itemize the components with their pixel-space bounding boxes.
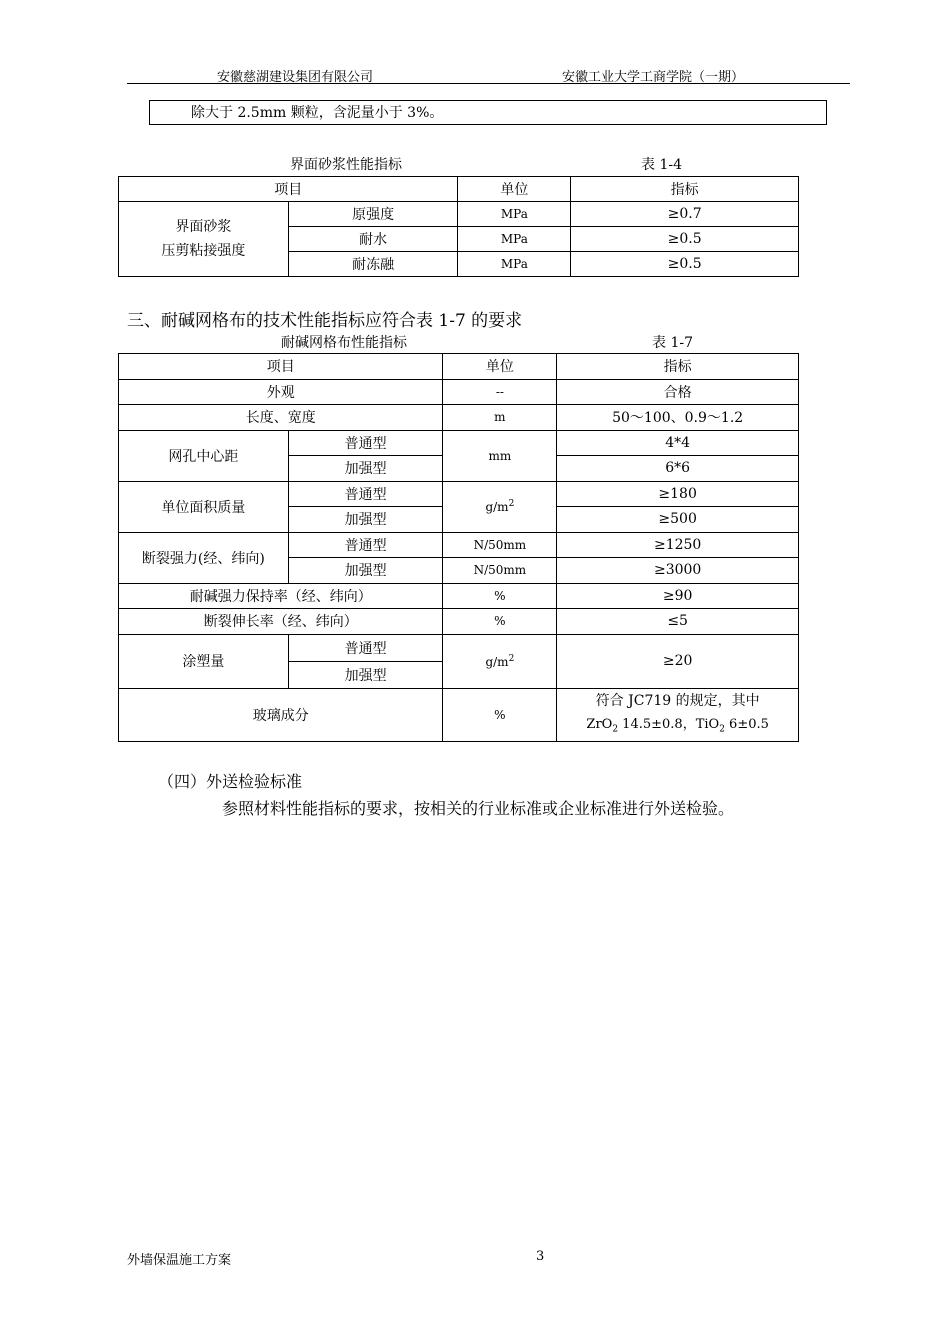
unit-text: g/m xyxy=(485,500,509,514)
unit-cell: N/50mm xyxy=(443,558,557,584)
table-row xyxy=(119,583,799,609)
section-3-title: 三、耐碱网格布的技术性能指标应符合表 1-7 的要求 xyxy=(127,311,523,331)
sub-item: 原强度 xyxy=(288,202,458,227)
value-cell: ≥0.7 xyxy=(571,202,799,227)
value-cell: 6*6 xyxy=(557,456,799,482)
formula-tio-value: 6±0.5 xyxy=(724,716,769,732)
table-header-row xyxy=(119,177,799,202)
col-header-value: 指标 xyxy=(557,354,799,380)
item-cell: 长度、宽度 xyxy=(119,405,443,431)
item-cell: 单位面积质量 xyxy=(119,481,289,532)
value-cell: ≥0.5 xyxy=(571,252,799,277)
glass-line-1: 符合 JC719 的规定，其中 xyxy=(595,692,760,709)
sub-item: 加强型 xyxy=(288,558,443,584)
unit-text: g/m xyxy=(485,654,509,669)
value-cell: ≥0.5 xyxy=(571,227,799,252)
table-mesh-cloth xyxy=(118,353,799,742)
item-cell: 外观 xyxy=(119,379,443,405)
table-row xyxy=(119,609,799,635)
sub-item: 加强型 xyxy=(288,456,443,482)
table1-number: 表 1-4 xyxy=(641,157,682,173)
table-row xyxy=(119,634,799,661)
unit-cell: MPa xyxy=(458,202,571,227)
item-cell: 断裂强力(经、纬向) xyxy=(119,532,289,583)
col-header-item: 项目 xyxy=(119,354,443,380)
unit-superscript: 2 xyxy=(508,499,515,509)
value-cell: 50～100、0.9～1.2 xyxy=(557,405,799,431)
unit-cell xyxy=(443,481,557,532)
unit-superscript: 2 xyxy=(508,653,515,664)
header-company: 安徽慈湖建设集团有限公司 xyxy=(217,70,374,85)
unit-cell: mm xyxy=(443,430,557,481)
table-row xyxy=(119,688,799,742)
page-number: 3 xyxy=(536,1249,545,1264)
value-cell: ≥20 xyxy=(557,634,799,688)
value-cell: 4*4 xyxy=(557,430,799,456)
table-row xyxy=(119,202,799,227)
col-header-item: 项目 xyxy=(119,177,458,202)
item-cell: 断裂伸长率（经、纬向） xyxy=(119,609,443,635)
table1-caption: 界面砂浆性能指标 xyxy=(290,157,402,173)
sub-item: 耐水 xyxy=(288,227,458,252)
col-header-unit: 单位 xyxy=(458,177,571,202)
unit-cell: MPa xyxy=(458,227,571,252)
sub-item: 普通型 xyxy=(288,634,443,661)
unit-cell: m xyxy=(443,405,557,431)
table-row xyxy=(119,532,799,558)
item-cell: 玻璃成分 xyxy=(119,688,443,742)
unit-cell: % xyxy=(443,583,557,609)
unit-cell: MPa xyxy=(458,252,571,277)
value-cell: ≥90 xyxy=(557,583,799,609)
header-project: 安徽工业大学工商学院（一期） xyxy=(562,70,745,85)
value-cell: ≤5 xyxy=(557,609,799,635)
table-row xyxy=(119,430,799,456)
unit-cell xyxy=(443,634,557,688)
formula-subscript: 2 xyxy=(719,724,725,735)
value-cell: 合格 xyxy=(557,379,799,405)
sub-item: 普通型 xyxy=(288,532,443,558)
item-cell: 网孔中心距 xyxy=(119,430,289,481)
item-cell: 涂塑量 xyxy=(119,634,289,688)
unit-cell: -- xyxy=(443,379,557,405)
formula-zro: ZrO xyxy=(586,716,613,732)
section-4-title: （四）外送检验标准 xyxy=(158,772,303,791)
note-box: 除大于 2.5mm 颗粒，含泥量小于 3%。 xyxy=(149,100,827,125)
col-header-unit: 单位 xyxy=(443,354,557,380)
unit-cell: % xyxy=(443,609,557,635)
sub-item: 耐冻融 xyxy=(288,252,458,277)
value-cell: ≥180 xyxy=(557,481,799,507)
col-header-value: 指标 xyxy=(571,177,799,202)
value-cell: ≥1250 xyxy=(557,532,799,558)
header-divider xyxy=(127,83,850,84)
sub-item: 加强型 xyxy=(288,661,443,688)
table2-number: 表 1-7 xyxy=(652,335,693,351)
footer-title: 外墙保温施工方案 xyxy=(127,1253,232,1268)
formula-zro-value: 14.5±0.8，TiO xyxy=(618,716,720,732)
sub-item: 加强型 xyxy=(288,507,443,533)
sub-item: 普通型 xyxy=(288,481,443,507)
unit-cell: N/50mm xyxy=(443,532,557,558)
table2-caption: 耐碱网格布性能指标 xyxy=(281,335,407,351)
unit-cell: % xyxy=(443,688,557,742)
value-cell: ≥3000 xyxy=(557,558,799,584)
section-4-body: 参照材料性能指标的要求，按相关的行业标准或企业标准进行外送检验。 xyxy=(222,799,735,818)
group-line-1: 界面砂浆 xyxy=(175,219,232,235)
table-row xyxy=(119,481,799,507)
value-cell: ≥500 xyxy=(557,507,799,533)
table-interface-mortar xyxy=(118,176,799,277)
table-row xyxy=(119,405,799,431)
value-cell xyxy=(557,688,799,742)
formula-subscript: 2 xyxy=(612,724,619,735)
glass-line-2 xyxy=(557,713,798,742)
sub-item: 普通型 xyxy=(288,430,443,456)
table-header-row xyxy=(119,354,799,380)
group-line-2: 压剪粘接强度 xyxy=(161,243,246,259)
item-cell: 耐碱强力保持率（经、纬向） xyxy=(119,583,443,609)
group-cell xyxy=(119,202,289,277)
table-row xyxy=(119,379,799,405)
